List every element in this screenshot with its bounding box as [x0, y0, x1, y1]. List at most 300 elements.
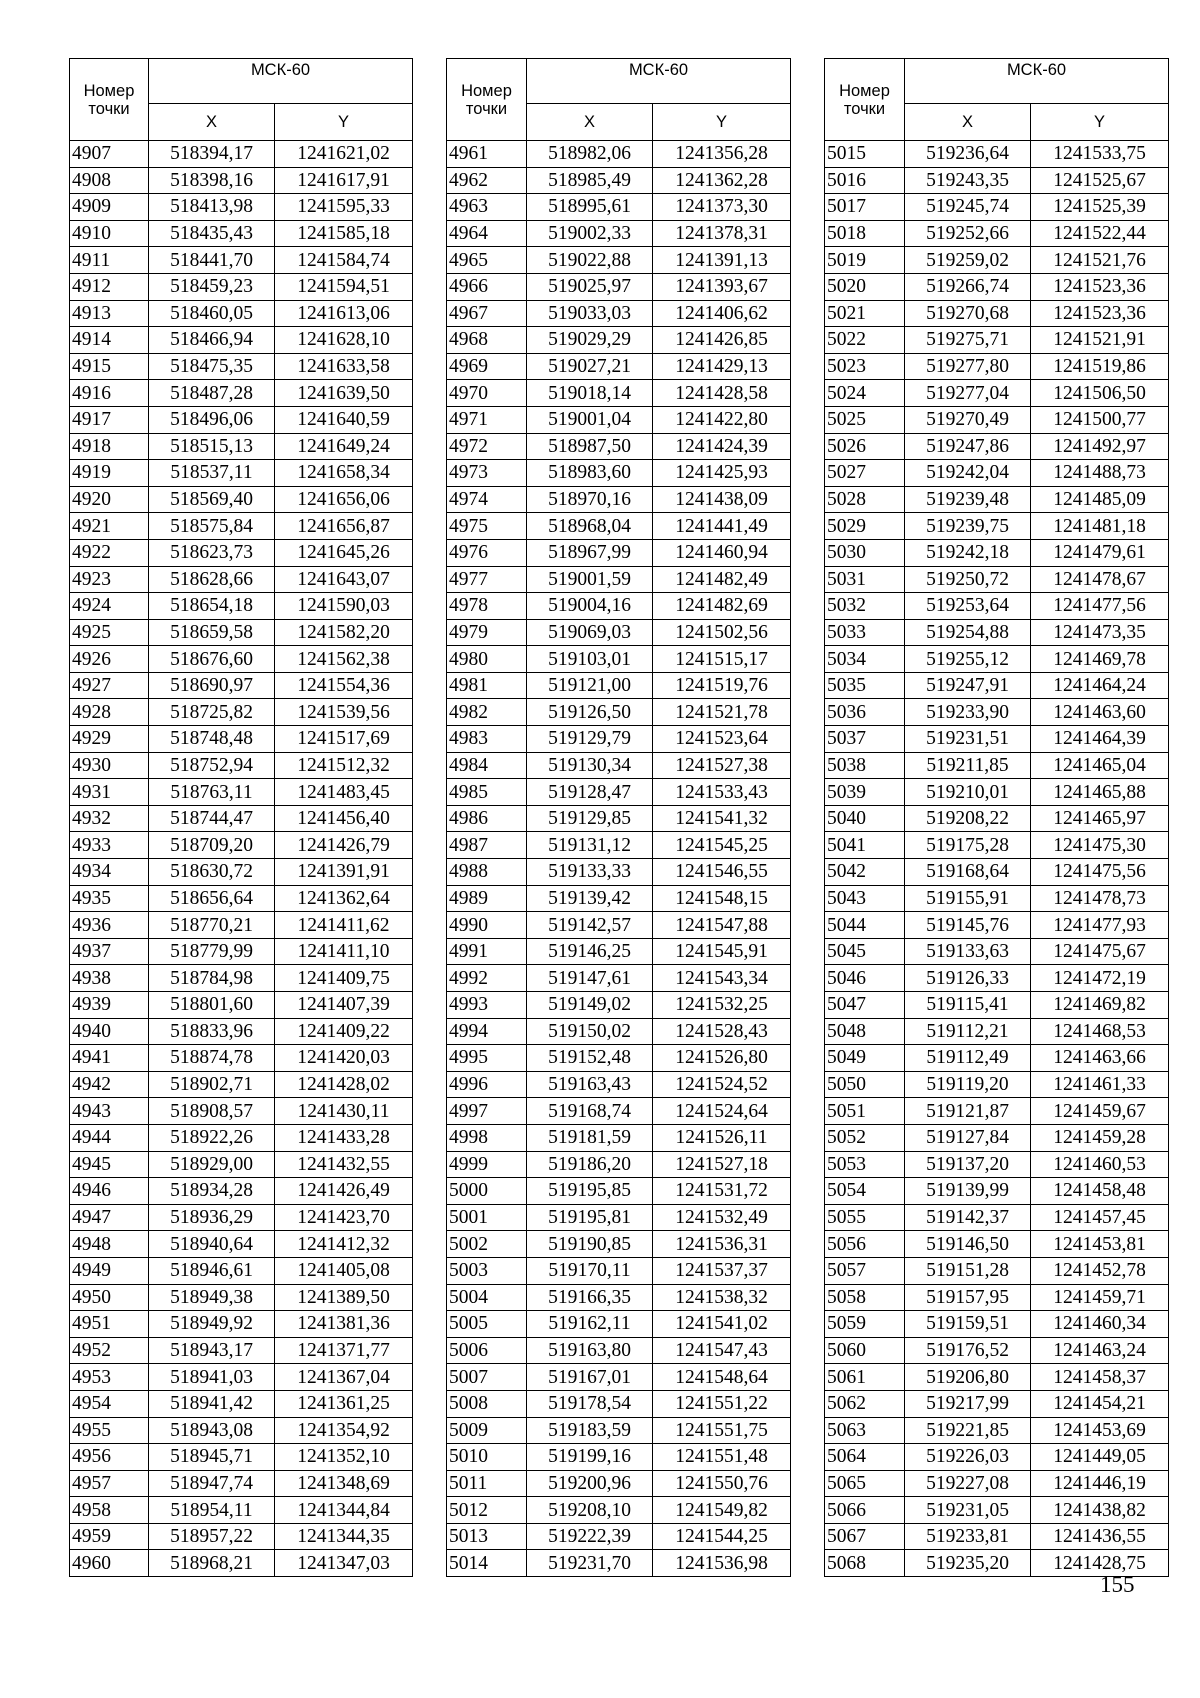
y-coordinate-cell: 1241453,69	[1031, 1417, 1169, 1444]
point-number-cell: 4932	[70, 805, 149, 832]
table-row	[70, 1151, 413, 1178]
point-number-cell: 4928	[70, 699, 149, 726]
table-row	[447, 1470, 791, 1497]
x-coordinate-cell: 519133,63	[905, 938, 1031, 965]
table-row	[447, 1151, 791, 1178]
table-row	[70, 646, 413, 673]
x-coordinate-cell: 518394,17	[149, 141, 275, 168]
y-coordinate-cell: 1241546,55	[653, 859, 791, 886]
x-coordinate-cell: 519186,20	[527, 1151, 653, 1178]
table-row	[447, 1550, 791, 1577]
x-coordinate-cell: 518985,49	[527, 167, 653, 194]
y-coordinate-cell: 1241538,32	[653, 1284, 791, 1311]
table-row	[447, 1311, 791, 1338]
y-coordinate-cell: 1241412,32	[275, 1231, 413, 1258]
table-row	[447, 513, 791, 540]
point-number-cell: 5037	[825, 726, 905, 753]
table-row	[447, 353, 791, 380]
table-row	[825, 912, 1169, 939]
point-number-cell: 5050	[825, 1071, 905, 1098]
y-coordinate-cell: 1241547,43	[653, 1337, 791, 1364]
point-number-cell: 5025	[825, 406, 905, 433]
point-number-cell: 4968	[447, 327, 527, 354]
point-number-cell: 4999	[447, 1151, 527, 1178]
y-coordinate-cell: 1241362,64	[275, 885, 413, 912]
table-row	[447, 566, 791, 593]
y-coordinate-cell: 1241461,33	[1031, 1071, 1169, 1098]
x-coordinate-cell: 519253,64	[905, 593, 1031, 620]
table-row	[447, 539, 791, 566]
table-row	[447, 1071, 791, 1098]
table-row	[70, 1470, 413, 1497]
point-number-cell: 4919	[70, 460, 149, 487]
y-coordinate-cell: 1241465,97	[1031, 805, 1169, 832]
x-coordinate-cell: 519022,88	[527, 247, 653, 274]
y-coordinate-cell: 1241526,80	[653, 1045, 791, 1072]
x-coordinate-cell: 519247,86	[905, 433, 1031, 460]
table-row	[825, 965, 1169, 992]
table-row	[825, 327, 1169, 354]
x-coordinate-cell: 519210,01	[905, 779, 1031, 806]
point-number-cell: 4986	[447, 805, 527, 832]
point-number-cell: 4949	[70, 1257, 149, 1284]
y-coordinate-cell: 1241478,67	[1031, 566, 1169, 593]
point-number-cell: 5032	[825, 593, 905, 620]
y-coordinate-cell: 1241344,35	[275, 1523, 413, 1550]
point-number-cell: 4954	[70, 1390, 149, 1417]
x-coordinate-cell: 519155,91	[905, 885, 1031, 912]
y-coordinate-cell: 1241582,20	[275, 619, 413, 646]
point-number-cell: 4965	[447, 247, 527, 274]
y-coordinate-cell: 1241348,69	[275, 1470, 413, 1497]
x-coordinate-cell: 519129,85	[527, 805, 653, 832]
x-coordinate-cell: 518949,92	[149, 1311, 275, 1338]
table-row	[70, 938, 413, 965]
y-coordinate-cell: 1241475,30	[1031, 832, 1169, 859]
table-row	[825, 513, 1169, 540]
table-row	[825, 1045, 1169, 1072]
table-row	[70, 779, 413, 806]
table-row	[70, 593, 413, 620]
y-coordinate-cell: 1241362,28	[653, 167, 791, 194]
table-row	[70, 1071, 413, 1098]
y-coordinate-cell: 1241441,49	[653, 513, 791, 540]
y-coordinate-cell: 1241506,50	[1031, 380, 1169, 407]
table-row	[825, 1018, 1169, 1045]
point-number-cell: 5060	[825, 1337, 905, 1364]
y-coordinate-cell: 1241393,67	[653, 273, 791, 300]
point-number-cell: 4955	[70, 1417, 149, 1444]
y-coordinate-cell: 1241478,73	[1031, 885, 1169, 912]
x-coordinate-cell: 519112,21	[905, 1018, 1031, 1045]
coordinate-system-header: МСК-60	[905, 59, 1169, 104]
y-coordinate-cell: 1241424,39	[653, 433, 791, 460]
point-number-cell: 5018	[825, 220, 905, 247]
table-row	[825, 353, 1169, 380]
table-row	[447, 646, 791, 673]
point-number-cell: 4948	[70, 1231, 149, 1258]
point-number-cell: 5007	[447, 1364, 527, 1391]
x-coordinate-cell: 518654,18	[149, 593, 275, 620]
point-number-cell: 5011	[447, 1470, 527, 1497]
y-coordinate-cell: 1241446,19	[1031, 1470, 1169, 1497]
x-coordinate-cell: 519208,10	[527, 1497, 653, 1524]
x-column-header: X	[905, 104, 1031, 141]
x-coordinate-cell: 519221,85	[905, 1417, 1031, 1444]
table-row	[825, 300, 1169, 327]
x-coordinate-cell: 519231,51	[905, 726, 1031, 753]
point-number-cell: 5066	[825, 1497, 905, 1524]
point-number-cell: 4988	[447, 859, 527, 886]
y-coordinate-cell: 1241541,32	[653, 805, 791, 832]
point-number-cell: 4976	[447, 539, 527, 566]
x-coordinate-cell: 518874,78	[149, 1045, 275, 1072]
table-row	[70, 141, 413, 168]
point-number-cell: 5002	[447, 1231, 527, 1258]
point-number-cell: 4977	[447, 566, 527, 593]
point-number-cell: 4958	[70, 1497, 149, 1524]
table-row	[825, 726, 1169, 753]
x-coordinate-cell: 519206,80	[905, 1364, 1031, 1391]
y-coordinate-cell: 1241458,48	[1031, 1178, 1169, 1205]
x-coordinate-cell: 519178,54	[527, 1390, 653, 1417]
x-coordinate-cell: 518676,60	[149, 646, 275, 673]
table-row	[70, 1018, 413, 1045]
table-row	[825, 1444, 1169, 1471]
point-number-cell: 4921	[70, 513, 149, 540]
point-number-cell: 5019	[825, 247, 905, 274]
point-number-cell: 4961	[447, 141, 527, 168]
point-number-cell: 5035	[825, 672, 905, 699]
point-number-cell: 4959	[70, 1523, 149, 1550]
point-number-cell: 4980	[447, 646, 527, 673]
table-row	[70, 672, 413, 699]
point-number-cell: 4995	[447, 1045, 527, 1072]
table-row	[447, 1523, 791, 1550]
table-row	[825, 1071, 1169, 1098]
y-coordinate-cell: 1241456,40	[275, 805, 413, 832]
point-number-cell: 5014	[447, 1550, 527, 1577]
y-column-header: Y	[275, 104, 413, 141]
point-number-cell: 5062	[825, 1390, 905, 1417]
x-coordinate-cell: 519142,37	[905, 1204, 1031, 1231]
table-row	[447, 752, 791, 779]
point-number-cell: 4960	[70, 1550, 149, 1577]
point-number-cell: 4971	[447, 406, 527, 433]
table-row	[447, 327, 791, 354]
x-coordinate-cell: 518515,13	[149, 433, 275, 460]
point-number-cell: 4978	[447, 593, 527, 620]
table-row	[70, 247, 413, 274]
point-number-cell: 4931	[70, 779, 149, 806]
point-number-cell: 5021	[825, 300, 905, 327]
table-row	[447, 406, 791, 433]
point-number-header-line2: точки	[465, 99, 508, 118]
y-coordinate-cell: 1241517,69	[275, 726, 413, 753]
table-row	[825, 486, 1169, 513]
x-coordinate-cell: 518763,11	[149, 779, 275, 806]
x-coordinate-cell: 519112,49	[905, 1045, 1031, 1072]
y-coordinate-cell: 1241628,10	[275, 327, 413, 354]
table-row	[70, 1311, 413, 1338]
x-column-header: X	[149, 104, 275, 141]
x-coordinate-cell: 518752,94	[149, 752, 275, 779]
x-coordinate-cell: 519151,28	[905, 1257, 1031, 1284]
y-coordinate-cell: 1241475,56	[1031, 859, 1169, 886]
x-coordinate-cell: 519121,87	[905, 1098, 1031, 1125]
point-number-cell: 5010	[447, 1444, 527, 1471]
table-row	[447, 194, 791, 221]
point-number-cell: 4956	[70, 1444, 149, 1471]
point-number-cell: 4917	[70, 406, 149, 433]
table-row	[447, 167, 791, 194]
x-coordinate-cell: 518982,06	[527, 141, 653, 168]
point-number-cell: 4984	[447, 752, 527, 779]
table-row	[70, 194, 413, 221]
coordinates-table-1	[69, 58, 413, 1577]
y-coordinate-cell: 1241645,26	[275, 539, 413, 566]
x-coordinate-cell: 519150,02	[527, 1018, 653, 1045]
point-number-cell: 4947	[70, 1204, 149, 1231]
point-number-cell: 4941	[70, 1045, 149, 1072]
point-number-header-line2: точки	[843, 99, 886, 118]
x-coordinate-cell: 519236,64	[905, 141, 1031, 168]
x-coordinate-cell: 519018,14	[527, 380, 653, 407]
point-number-cell: 5001	[447, 1204, 527, 1231]
y-coordinate-cell: 1241492,97	[1031, 433, 1169, 460]
y-coordinate-cell: 1241483,45	[275, 779, 413, 806]
table-row	[825, 1523, 1169, 1550]
table-row	[825, 805, 1169, 832]
table-row	[70, 1523, 413, 1550]
x-coordinate-cell: 519029,29	[527, 327, 653, 354]
point-number-cell: 5067	[825, 1523, 905, 1550]
x-coordinate-cell: 519242,18	[905, 539, 1031, 566]
point-number-cell: 4964	[447, 220, 527, 247]
y-coordinate-cell: 1241425,93	[653, 460, 791, 487]
y-coordinate-cell: 1241532,25	[653, 992, 791, 1019]
x-coordinate-cell: 519239,75	[905, 513, 1031, 540]
y-coordinate-cell: 1241656,06	[275, 486, 413, 513]
point-number-cell: 4996	[447, 1071, 527, 1098]
y-coordinate-cell: 1241531,72	[653, 1178, 791, 1205]
point-number-cell: 4912	[70, 273, 149, 300]
y-coordinate-cell: 1241544,25	[653, 1523, 791, 1550]
x-coordinate-cell: 518941,42	[149, 1390, 275, 1417]
table-row	[825, 1098, 1169, 1125]
point-number-cell: 4918	[70, 433, 149, 460]
point-number-cell: 5044	[825, 912, 905, 939]
table-row	[825, 1204, 1169, 1231]
x-coordinate-cell: 518902,71	[149, 1071, 275, 1098]
y-coordinate-cell: 1241429,13	[653, 353, 791, 380]
table-row	[70, 619, 413, 646]
table-row	[70, 539, 413, 566]
y-coordinate-cell: 1241452,78	[1031, 1257, 1169, 1284]
point-number-cell: 4975	[447, 513, 527, 540]
y-coordinate-cell: 1241438,82	[1031, 1497, 1169, 1524]
point-number-cell: 4994	[447, 1018, 527, 1045]
table-row	[70, 859, 413, 886]
table-row	[70, 1284, 413, 1311]
y-coordinate-cell: 1241545,91	[653, 938, 791, 965]
x-coordinate-cell: 519147,61	[527, 965, 653, 992]
x-coordinate-cell: 518947,74	[149, 1470, 275, 1497]
coordinates-table-3	[824, 58, 1169, 1577]
x-coordinate-cell: 519252,66	[905, 220, 1031, 247]
table-row	[70, 805, 413, 832]
x-coordinate-cell: 519175,28	[905, 832, 1031, 859]
point-number-header-line1: Номер	[461, 81, 512, 100]
point-number-cell: 4937	[70, 938, 149, 965]
x-coordinate-cell: 519195,85	[527, 1178, 653, 1205]
x-coordinate-cell: 518943,17	[149, 1337, 275, 1364]
y-coordinate-cell: 1241389,50	[275, 1284, 413, 1311]
table-row	[825, 1231, 1169, 1258]
x-coordinate-cell: 519233,81	[905, 1523, 1031, 1550]
point-number-cell: 4990	[447, 912, 527, 939]
table-row	[70, 513, 413, 540]
x-coordinate-cell: 518779,99	[149, 938, 275, 965]
x-coordinate-cell: 519217,99	[905, 1390, 1031, 1417]
x-coordinate-cell: 519226,03	[905, 1444, 1031, 1471]
point-number-cell: 4927	[70, 672, 149, 699]
x-coordinate-cell: 518496,06	[149, 406, 275, 433]
table-row	[70, 699, 413, 726]
x-coordinate-cell: 519126,33	[905, 965, 1031, 992]
x-coordinate-cell: 519145,76	[905, 912, 1031, 939]
point-number-cell: 4923	[70, 566, 149, 593]
point-number-header-line1: Номер	[839, 81, 890, 100]
y-coordinate-cell: 1241539,56	[275, 699, 413, 726]
x-coordinate-cell: 518537,11	[149, 460, 275, 487]
table-row	[70, 406, 413, 433]
y-coordinate-cell: 1241420,03	[275, 1045, 413, 1072]
table-row	[825, 1470, 1169, 1497]
y-coordinate-cell: 1241617,91	[275, 167, 413, 194]
y-coordinate-cell: 1241536,98	[653, 1550, 791, 1577]
x-coordinate-cell: 518934,28	[149, 1178, 275, 1205]
point-number-cell: 4966	[447, 273, 527, 300]
point-number-cell: 4985	[447, 779, 527, 806]
x-coordinate-cell: 519245,74	[905, 194, 1031, 221]
y-coordinate-cell: 1241482,69	[653, 593, 791, 620]
x-coordinate-cell: 518744,47	[149, 805, 275, 832]
x-coordinate-cell: 518967,99	[527, 539, 653, 566]
table-row	[825, 1257, 1169, 1284]
point-number-header	[447, 59, 527, 141]
x-coordinate-cell: 518656,64	[149, 885, 275, 912]
x-coordinate-cell: 518459,23	[149, 273, 275, 300]
table-row	[825, 646, 1169, 673]
x-coordinate-cell: 518569,40	[149, 486, 275, 513]
table-row	[825, 593, 1169, 620]
point-number-cell: 4935	[70, 885, 149, 912]
table-row	[70, 1390, 413, 1417]
point-number-cell: 4946	[70, 1178, 149, 1205]
y-coordinate-cell: 1241449,05	[1031, 1444, 1169, 1471]
table-row	[825, 1390, 1169, 1417]
table-row	[447, 672, 791, 699]
x-coordinate-cell: 518946,61	[149, 1257, 275, 1284]
coordinates-table-2	[446, 58, 791, 1577]
y-coordinate-cell: 1241459,71	[1031, 1284, 1169, 1311]
table-row	[447, 1337, 791, 1364]
table-row	[447, 1364, 791, 1391]
x-coordinate-cell: 519222,39	[527, 1523, 653, 1550]
y-coordinate-cell: 1241532,49	[653, 1204, 791, 1231]
x-coordinate-cell: 519243,35	[905, 167, 1031, 194]
x-coordinate-cell: 519121,00	[527, 672, 653, 699]
x-coordinate-cell: 518690,97	[149, 672, 275, 699]
x-coordinate-cell: 519233,90	[905, 699, 1031, 726]
x-coordinate-cell: 519190,85	[527, 1231, 653, 1258]
y-coordinate-cell: 1241481,18	[1031, 513, 1169, 540]
x-coordinate-cell: 518770,21	[149, 912, 275, 939]
x-coordinate-cell: 518413,98	[149, 194, 275, 221]
point-number-cell: 4916	[70, 380, 149, 407]
point-number-header-line1: Номер	[83, 81, 135, 100]
point-number-cell: 5027	[825, 460, 905, 487]
x-coordinate-cell: 518475,35	[149, 353, 275, 380]
point-number-cell: 4950	[70, 1284, 149, 1311]
y-coordinate-cell: 1241595,33	[275, 194, 413, 221]
table-row	[825, 859, 1169, 886]
y-coordinate-cell: 1241391,13	[653, 247, 791, 274]
x-coordinate-cell: 518908,57	[149, 1098, 275, 1125]
point-number-cell: 4914	[70, 327, 149, 354]
y-coordinate-cell: 1241594,51	[275, 273, 413, 300]
x-coordinate-cell: 518833,96	[149, 1018, 275, 1045]
x-coordinate-cell: 519168,74	[527, 1098, 653, 1125]
table-row	[447, 1204, 791, 1231]
table-row	[447, 1417, 791, 1444]
y-coordinate-cell: 1241454,21	[1031, 1390, 1169, 1417]
table-row	[825, 832, 1169, 859]
y-coordinate-cell: 1241502,56	[653, 619, 791, 646]
point-number-cell: 4910	[70, 220, 149, 247]
table-row	[70, 300, 413, 327]
table-row	[70, 433, 413, 460]
table-row	[447, 885, 791, 912]
y-coordinate-cell: 1241548,15	[653, 885, 791, 912]
x-coordinate-cell: 518995,61	[527, 194, 653, 221]
y-coordinate-cell: 1241423,70	[275, 1204, 413, 1231]
y-coordinate-cell: 1241463,24	[1031, 1337, 1169, 1364]
table-row	[825, 273, 1169, 300]
point-number-cell: 4992	[447, 965, 527, 992]
x-coordinate-cell: 519004,16	[527, 593, 653, 620]
y-coordinate-cell: 1241354,92	[275, 1417, 413, 1444]
page-number: 155	[1100, 1572, 1135, 1597]
point-number-cell: 4962	[447, 167, 527, 194]
x-coordinate-cell: 518628,66	[149, 566, 275, 593]
point-number-cell: 5024	[825, 380, 905, 407]
table-row	[70, 1337, 413, 1364]
y-coordinate-cell: 1241428,58	[653, 380, 791, 407]
y-coordinate-cell: 1241488,73	[1031, 460, 1169, 487]
y-coordinate-cell: 1241562,38	[275, 646, 413, 673]
table-row	[70, 1257, 413, 1284]
point-number-cell: 4998	[447, 1124, 527, 1151]
x-coordinate-cell: 518801,60	[149, 992, 275, 1019]
y-coordinate-cell: 1241536,31	[653, 1231, 791, 1258]
y-coordinate-cell: 1241545,25	[653, 832, 791, 859]
table-row	[447, 433, 791, 460]
x-coordinate-cell: 519127,84	[905, 1124, 1031, 1151]
y-coordinate-cell: 1241473,35	[1031, 619, 1169, 646]
table-row	[447, 380, 791, 407]
